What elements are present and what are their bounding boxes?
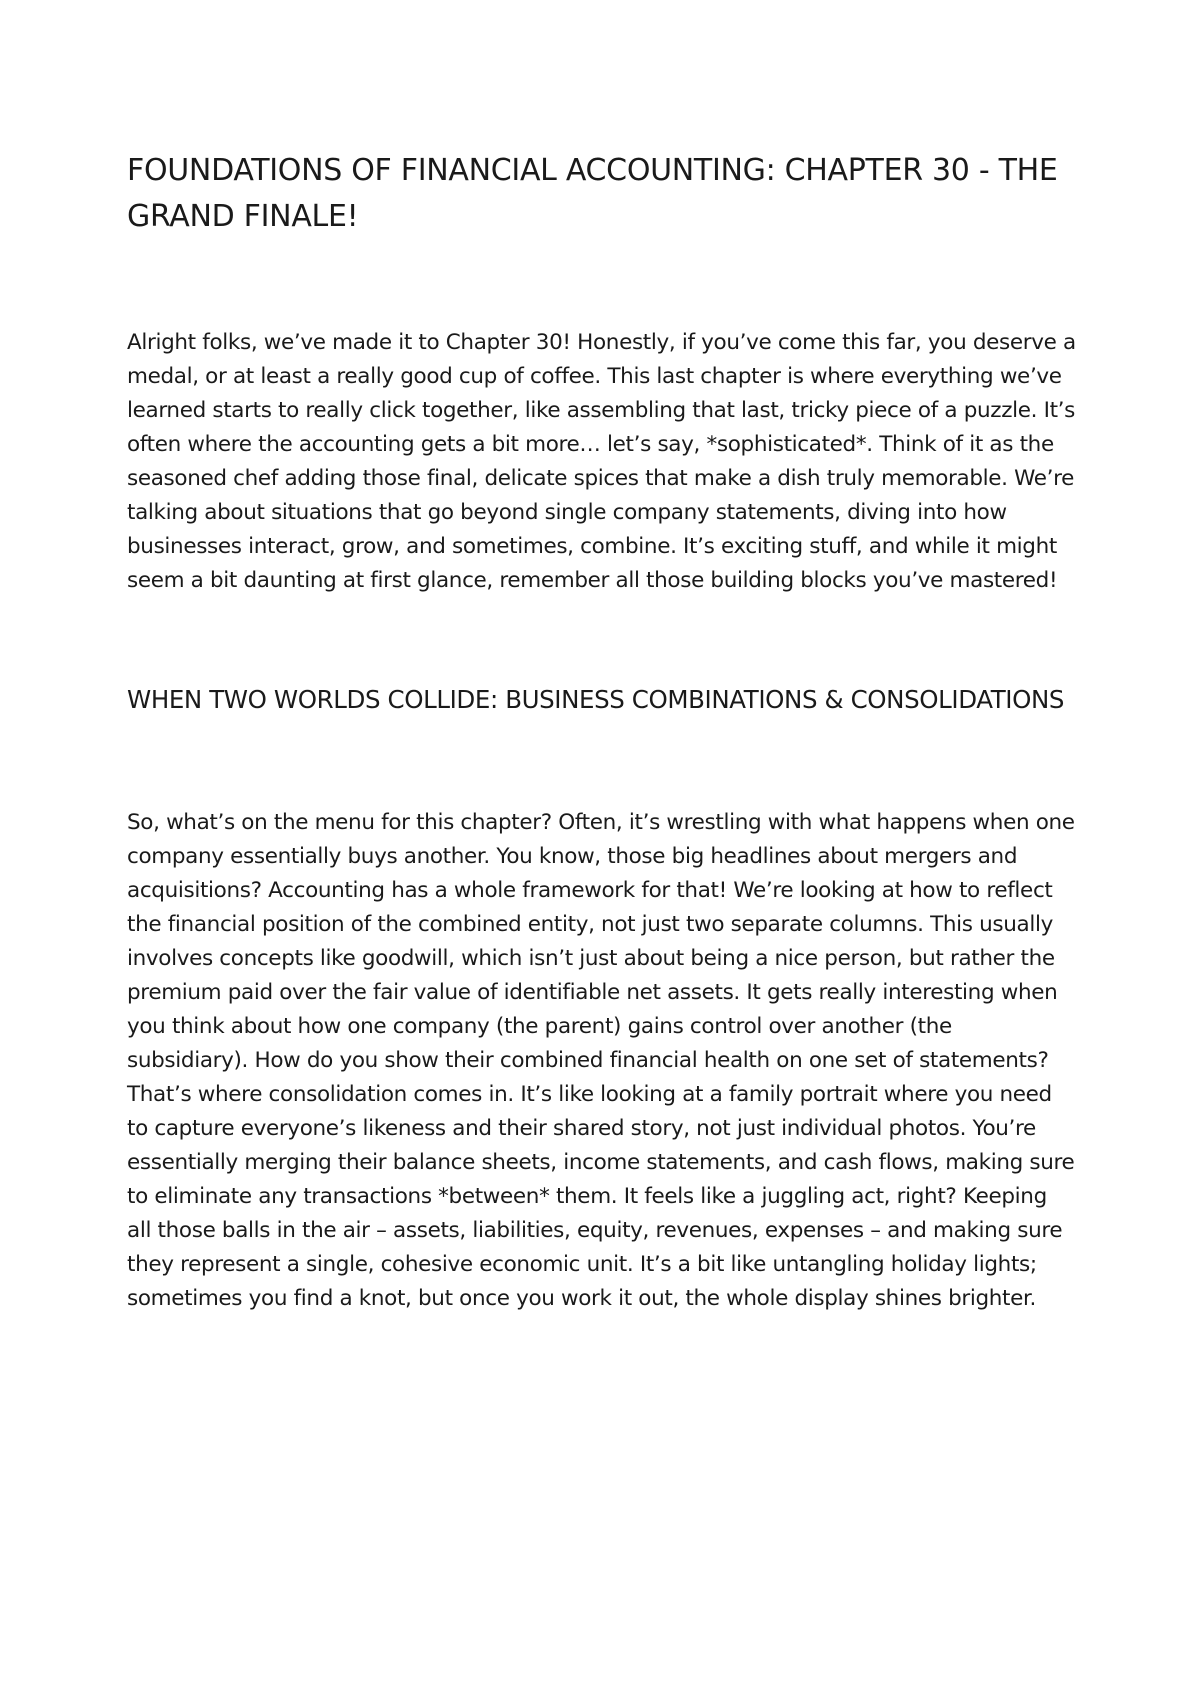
section-paragraph: So, what’s on the menu for this chapter? Often, it’s wrestling with what happens when one company essentially buys another. You know, those big headlines about mergers and acquisitions? Accounting has a whole framework for that! We’re looking at how to reflect the financial position of the combined entity, not just two separate columns. This usually involves concepts like goodwill, which isn’t just about being a nice person, but rather the premium paid over the fair value of identifiable net assets. It gets really interesting when you think about how one company (the parent) gains control over another (the subsidiary). How do you show their combined financial health on one set of statements? That’s where consolidation comes in. It’s like looking at a family portrait where you need to capture everyone’s likeness and their shared story, not just individual photos. You’re essentially merging their balance sheets, income statements, and cash flows, making sure to eliminate any transactions *between* them. It feels like a juggling act, right? Keeping all those balls in the air – assets, liabilities, equity, revenues, expenses – and making sure they represent a single, cohesive economic unit. It’s a bit like untangling holiday lights; sometimes you find a knot, but once you work it out, the whole display shines brighter. [127,810,1075,1311]
document-page [127,148,1077,1316]
section-heading: WHEN TWO WORLDS COLLIDE: BUSINESS COMBINATIONS & CONSOLIDATIONS [127,685,1065,714]
document-title: FOUNDATIONS OF FINANCIAL ACCOUNTING: CHAPTER 30 - THE GRAND FINALE! [127,153,1058,234]
intro-paragraph: Alright folks, we’ve made it to Chapter 30! Honestly, if you’ve come this far, you deserve a medal, or at least a really good cup of coffee. This last chapter is where everything we’ve learned starts to really click together, like assembling that last, tricky piece of a puzzle. It’s often where the accounting gets a bit more… let’s say, *sophisticated*. Think of it as the seasoned chef adding those final, delicate spices that make a dish truly memorable. We’re talking about situations that go beyond single company statements, diving into how businesses interact, grow, and sometimes, combine. It’s exciting stuff, and while it might seem a bit daunting at first glance, remember all those building blocks you’ve mastered! [127,330,1076,593]
